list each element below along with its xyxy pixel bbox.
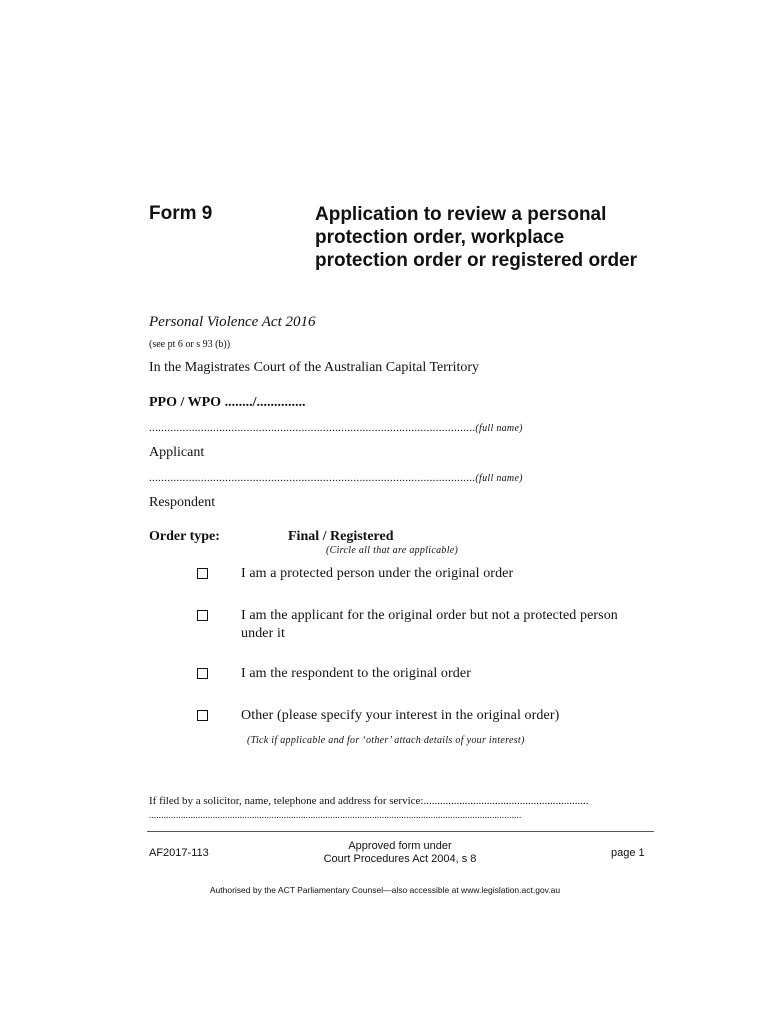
option-other: Other (please specify your interest in the original order)	[241, 708, 560, 723]
checkbox-protected-person[interactable]	[197, 568, 208, 579]
section-reference: (see pt 6 or s 93 (b))	[149, 339, 231, 350]
solicitor-details-field[interactable]: If filed by a solicitor, name, telephone and address for service:............................................................	[149, 795, 589, 807]
order-type-hint: (Circle all that are applicable)	[326, 545, 459, 556]
applicant-name-dots: ...........................................................................................................	[149, 422, 476, 434]
form-title: Application to review a personal protection order, workplace protection order or registered order	[315, 204, 638, 271]
respondent-name-field[interactable]	[149, 472, 523, 484]
approved-line-1: Approved form under	[348, 840, 452, 852]
respondent-label: Respondent	[149, 495, 216, 510]
option-protected-person: I am a protected person under the original order	[241, 566, 514, 581]
approved-form-note	[300, 840, 500, 866]
authorised-note: Authorised by the ACT Parliamentary Counsel—also accessible at www.legislation.act.gov.au	[209, 885, 561, 895]
full-name-hint: (full name)	[475, 423, 523, 434]
option-applicant-not-protected: I am the applicant for the original order but not a protected person under it	[241, 608, 618, 641]
checkbox-respondent[interactable]	[197, 668, 208, 679]
full-name-hint: (full name)	[475, 473, 523, 484]
solicitor-details-dots[interactable]: ........................................................................................................................................................	[149, 810, 522, 820]
order-number-field[interactable]: PPO / WPO ......../..............	[149, 395, 306, 410]
order-type-label: Order type:	[149, 529, 220, 544]
checkbox-other[interactable]	[197, 710, 208, 721]
court-name: In the Magistrates Court of the Australian Capital Territory	[149, 360, 480, 375]
form-code: AF2017-113	[149, 847, 209, 859]
act-name: Personal Violence Act 2016	[149, 314, 316, 330]
option-respondent: I am the respondent to the original order	[241, 666, 471, 681]
applicant-label: Applicant	[149, 445, 205, 460]
footer-divider	[147, 831, 654, 832]
approved-line-2: Court Procedures Act 2004, s 8	[323, 853, 477, 865]
form-number: Form 9	[149, 203, 213, 224]
checkbox-applicant-not-protected[interactable]	[197, 610, 208, 621]
applicant-name-field[interactable]	[149, 422, 523, 434]
tick-note: (Tick if applicable and for ‘other’ attach details of your interest)	[247, 735, 525, 746]
page-number: page 1	[611, 847, 645, 859]
order-type-value[interactable]: Final / Registered	[288, 529, 394, 544]
respondent-name-dots: ...........................................................................................................	[149, 472, 476, 484]
